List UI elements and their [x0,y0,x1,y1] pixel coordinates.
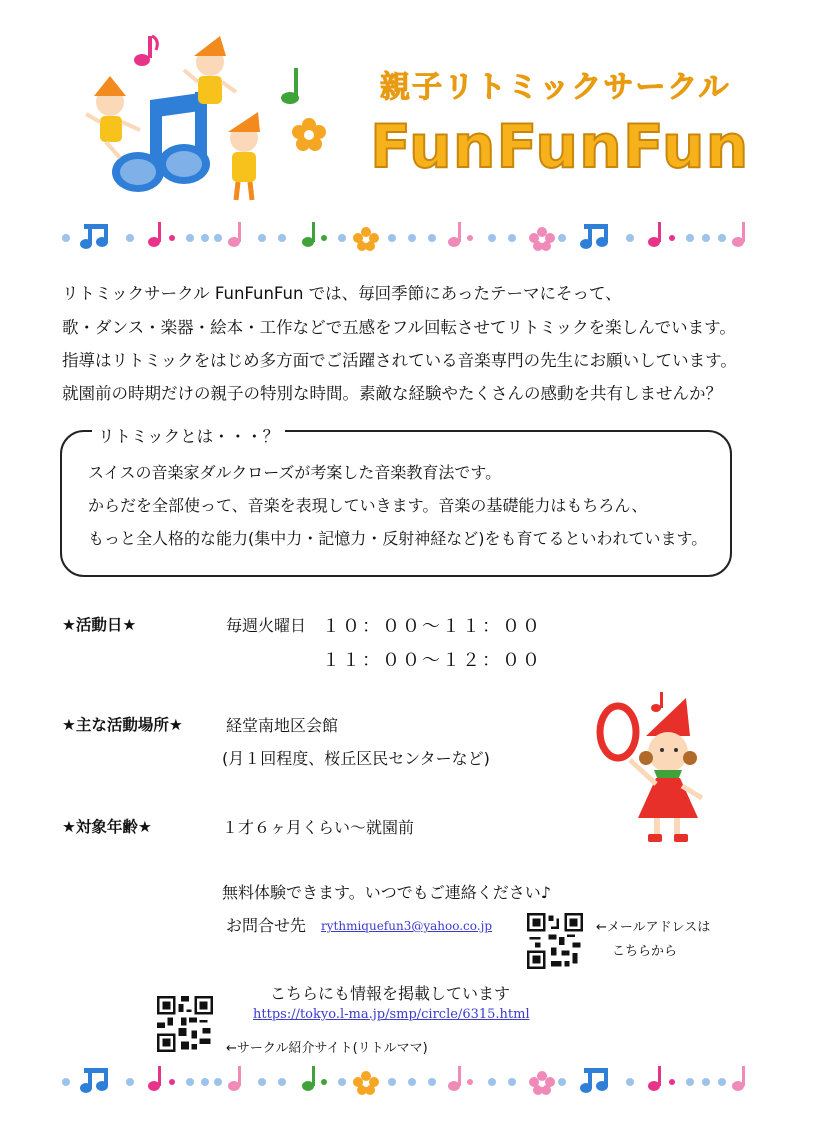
schedule-time-2: １１：００〜１２：００ [322,650,542,671]
intro-line-4: 就園前の時期だけの親子の特別な時間。素敵な経験やたくさんの感動を共有しませんか？ [62,384,722,403]
site-info-text: こちらにも情報を掲載しています [270,984,511,1003]
flower-icon [292,118,326,152]
schedule-day: 毎週火曜日 [226,616,307,635]
place-label: ★主な活動場所★ [62,716,183,734]
contact-email-link[interactable]: rythmiquefun3@yahoo.co.jp [321,919,492,933]
music-note-icon [280,66,304,106]
site-note: ←サークル紹介サイト(リトルママ) [226,1041,428,1056]
tambourine-icon [600,706,636,758]
intro-line-2: 歌・ダンス・楽器・絵本・工作などで五感をフル回転させてリトミックを楽しんでいます。 [62,318,736,337]
qr-note-line-1: ←メールアドレスは [596,920,711,935]
site-url-link[interactable]: https://tokyo.l-ma.jp/smp/circle/6315.html [253,1007,530,1022]
child-illustration [228,112,260,200]
child-illustration [630,698,702,842]
page-title: FunFunFun [370,112,750,182]
child-illustration [86,76,140,158]
about-line-3: もっと全人格的な能力(集中力・記憶力・反射神経など)をも育てるといわれています。 [88,529,708,548]
about-line-1: スイスの音楽家ダルクローズが考案した音楽教育法です。 [88,463,502,482]
child-illustration [184,36,236,104]
free-trial-text: 無料体験できます。いつでもご連絡ください♪ [222,883,551,902]
intro-line-3: 指導はリトミックをはじめ多方面でご活躍されている音楽専門の先生にお願いしています。 [62,351,737,370]
music-note-icon [134,36,157,66]
qr-note-line-2: こちらから [612,944,678,959]
contact-label: お問合せ先 [226,916,307,935]
age-value: １才６ヶ月くらい〜就園前 [222,818,415,837]
girl-with-tambourine-illustration [590,690,730,860]
schedule-label: ★活動日★ [62,616,137,634]
intro-line-1: リトミックサークル FunFunFun では、毎回季節にあったテーマにそって、 [62,284,622,303]
place-note: (月１回程度、桜丘区民センターなど) [222,749,490,768]
schedule-time-1: １０：００〜１１：００ [322,616,542,637]
about-title: リトミックとは・・・？ [92,423,285,447]
kids-on-note-illustration [80,30,280,210]
age-label: ★対象年齢★ [62,818,152,836]
site-qr-code[interactable] [157,996,213,1052]
subtitle: 親子リトミックサークル [380,70,731,105]
place-main: 経堂南地区会館 [226,716,339,735]
decorative-notes-row-bottom [0,1058,816,1098]
email-qr-code[interactable] [527,913,583,969]
music-note-icon [112,92,210,192]
about-line-2: からだを全部使って、音楽を表現していきます。音楽の基礎能力はもちろん、 [88,496,648,515]
decorative-notes-row-top [0,214,816,254]
music-note-icon [651,692,663,712]
